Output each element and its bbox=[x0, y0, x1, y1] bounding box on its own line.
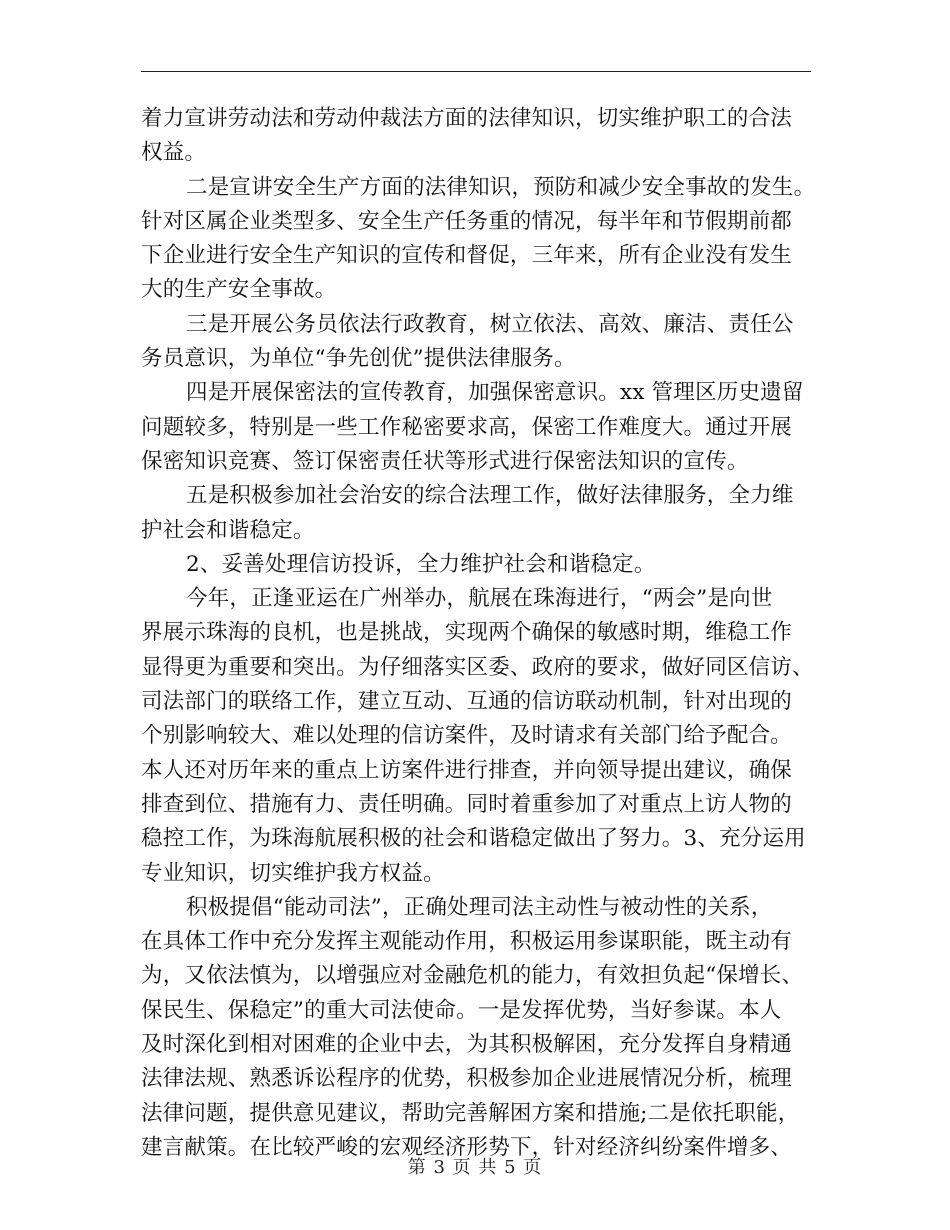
text-line: 大的生产安全事故。 bbox=[141, 277, 337, 303]
text-line: 法律法规、熟悉诉讼程序的优势，积极参加企业进展情况分析，梳理 bbox=[141, 1066, 793, 1092]
text-line: 着力宣讲劳动法和劳动仲裁法方面的法律知识，切实维护职工的合法 bbox=[141, 106, 793, 131]
text-line: 针对区属企业类型多、安全生产任务重的情况，每半年和节假期前都 bbox=[141, 208, 793, 234]
text-line: 五是积极参加社会治安的综合法理工作，做好法律服务，全力维 bbox=[186, 483, 794, 509]
text-line: 问题较多，特别是一些工作秘密要求高，保密工作难度大。通过开展 bbox=[141, 414, 793, 440]
text-line: 2、妥善处理信访投诉，全力维护社会和谐稳定。 bbox=[186, 551, 656, 577]
text-line: 下企业进行安全生产知识的宣传和督促，三年来，所有企业没有发生 bbox=[141, 243, 793, 269]
text-line: 三是开展公务员依法行政教育，树立依法、高效、廉洁、责任公 bbox=[186, 311, 794, 337]
text-line: 保密知识竞赛、签订保密责任状等形式进行保密法知识的宣传。 bbox=[141, 448, 749, 474]
text-line: 建言献策。在比较严峻的宏观经济形势下，针对经济纠纷案件增多、 bbox=[141, 1134, 793, 1160]
text-line: 权益。 bbox=[141, 140, 207, 166]
text-line: 显得更为重要和突出。为仔细落实区委、政府的要求，做好同区信访、 bbox=[141, 654, 814, 680]
header-rule bbox=[141, 71, 811, 72]
text-line: 法律问题，提供意见建议，帮助完善解困方案和措施;二是依托职能， bbox=[141, 1100, 800, 1126]
text-line: 积极提倡“能动司法”，正确处理司法主动性与被动性的关系， bbox=[186, 894, 773, 920]
text-line: 个别影响较大、难以处理的信访案件，及时请求有关部门给予配合。 bbox=[141, 723, 793, 749]
page-number-footer: 第 3 页 共 5 页 bbox=[407, 1157, 543, 1178]
text-line: 为，又依法慎为，以增强应对金融危机的能力，有效担负起“保增长、 bbox=[141, 963, 804, 989]
text-line: 本人还对历年来的重点上访案件进行排查，并向领导提出建议，确保 bbox=[141, 757, 793, 783]
text-line: 及时深化到相对困难的企业中去，为其积极解困，充分发挥自身精通 bbox=[141, 1032, 793, 1058]
text-line: 排查到位、措施有力、责任明确。同时着重参加了对重点上访人物的 bbox=[141, 791, 793, 817]
text-line: 稳控工作，为珠海航展积极的社会和谐稳定做出了努力。3、充分运用 bbox=[141, 826, 806, 852]
text-line: 界展示珠海的良机，也是挑战，实现两个确保的敏感时期，维稳工作 bbox=[141, 620, 793, 646]
text-line: 今年，正逢亚运在广州举办，航展在珠海进行，“两会”是向世 bbox=[186, 586, 773, 612]
document-body bbox=[141, 102, 816, 1165]
text-line: 司法部门的联络工作，建立互动、互通的信访联动机制，针对出现的 bbox=[141, 689, 793, 715]
text-line: 务员意识，为单位“争先创优”提供法律服务。 bbox=[141, 346, 576, 372]
text-line: 专业知识，切实维护我方权益。 bbox=[141, 860, 445, 886]
text-line: 二是宣讲安全生产方面的法律知识，预防和减少安全事故的发生。 bbox=[186, 174, 816, 200]
text-line: 护社会和谐稳定。 bbox=[141, 517, 315, 543]
text-line: 在具体工作中充分发挥主观能动作用，积极运用参谋职能，既主动有 bbox=[141, 929, 793, 955]
text-line: 四是开展保密法的宣传教育，加强保密意识。xx 管理区历史遗留 bbox=[186, 380, 804, 406]
text-line: 保民生、保稳定”的重大司法使命。一是发挥优势，当好参谋。本人 bbox=[141, 997, 782, 1023]
